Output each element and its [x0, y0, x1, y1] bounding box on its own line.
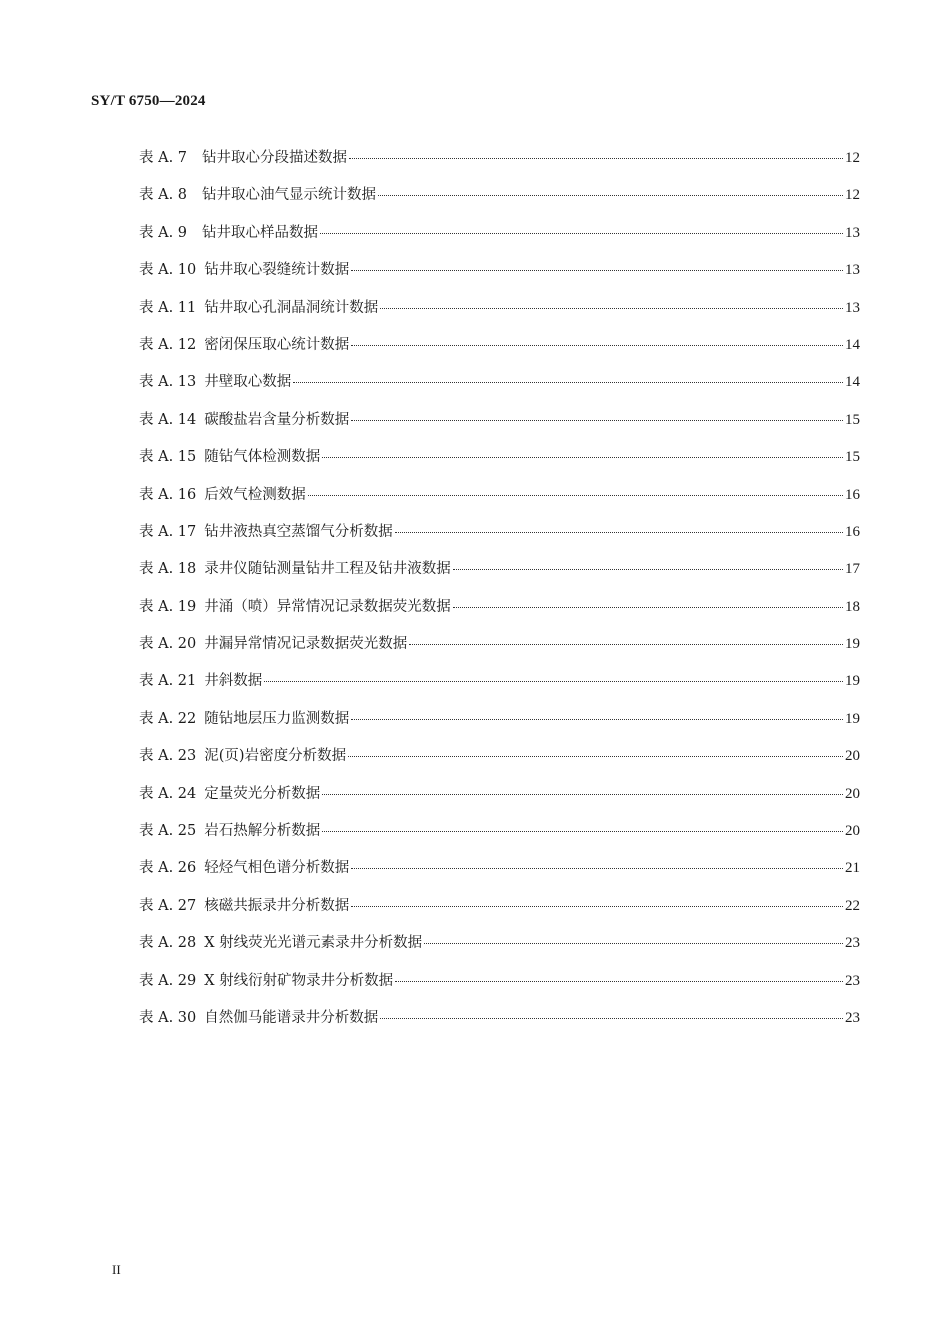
- toc-entry[interactable]: [139, 856, 860, 893]
- toc-entry[interactable]: [139, 183, 860, 220]
- toc-entry-page: 23: [845, 935, 860, 952]
- toc-entry-number: 表 A. 10: [139, 262, 197, 279]
- toc-entry[interactable]: [139, 296, 860, 333]
- toc-entry-page: 16: [845, 486, 860, 503]
- toc-entry-page: 13: [845, 299, 860, 316]
- toc-leader-dots: [348, 756, 843, 757]
- toc-entry-number: 表 A. 26: [139, 860, 197, 877]
- toc-entry[interactable]: [139, 333, 860, 370]
- toc-entry[interactable]: [139, 595, 860, 632]
- toc-entry-number: 表 A. 17: [139, 523, 197, 540]
- toc-entry-number: 表 A. 20: [139, 636, 197, 653]
- toc-entry-page: 19: [845, 710, 860, 727]
- toc-entry[interactable]: [139, 744, 860, 781]
- toc-entry-title: 钻井取心孔洞晶洞统计数据: [204, 299, 379, 316]
- toc-entry-title: 随钻气体检测数据: [204, 449, 321, 466]
- toc-entry-page: 18: [845, 598, 860, 615]
- toc-entry[interactable]: [139, 1006, 860, 1043]
- toc-entry[interactable]: [139, 819, 860, 856]
- toc-entry-number: 表 A. 16: [139, 486, 197, 503]
- toc-entry[interactable]: [139, 632, 860, 669]
- toc-entry[interactable]: [139, 520, 860, 557]
- toc-entry-page: 19: [845, 636, 860, 653]
- toc-entry-number: 表 A. 27: [139, 897, 197, 914]
- toc-entry-page: 15: [845, 449, 860, 466]
- toc-entry-title: 钻井取心样品数据: [202, 224, 318, 241]
- toc-entry-page: 22: [845, 897, 860, 914]
- toc-entry-title: 钻井取心分段描述数据: [202, 150, 347, 166]
- toc-entry-number: 表 A. 24: [139, 785, 197, 802]
- toc-leader-dots: [351, 345, 843, 346]
- toc-entry-page: 13: [845, 262, 860, 279]
- toc-entry-title: 井漏异常情况记录数据荧光数据: [204, 636, 408, 653]
- toc-entry-title: 泥(页)岩密度分析数据: [204, 748, 347, 765]
- toc-leader-dots: [349, 158, 843, 159]
- toc-leader-dots: [351, 868, 843, 869]
- toc-entry[interactable]: [139, 483, 860, 520]
- toc-entry-number: 表 A. 7: [139, 150, 188, 166]
- toc-entry-title: X 射线衍射矿物录井分析数据: [204, 972, 394, 989]
- toc-entry-page: 12: [845, 150, 860, 166]
- toc-entry-number: 表 A. 8: [139, 187, 188, 204]
- toc-leader-dots: [322, 457, 843, 458]
- toc-entry[interactable]: [139, 557, 860, 594]
- toc-entry-title: 自然伽马能谱录井分析数据: [204, 1009, 379, 1026]
- toc-entry-title: 后效气检测数据: [204, 486, 306, 503]
- toc-entry-page: 20: [845, 748, 860, 765]
- toc-entry[interactable]: [139, 221, 860, 258]
- toc-entry-page: 13: [845, 224, 860, 241]
- toc-leader-dots: [453, 607, 843, 608]
- toc-entry-number: 表 A. 25: [139, 823, 197, 840]
- toc-leader-dots: [322, 794, 843, 795]
- toc-entry-page: 12: [845, 187, 860, 204]
- toc-entry-page: 21: [845, 860, 860, 877]
- toc-leader-dots: [424, 943, 843, 944]
- toc-leader-dots: [351, 906, 843, 907]
- toc-entry-number: 表 A. 21: [139, 673, 197, 690]
- table-of-contents: [139, 146, 860, 1043]
- toc-entry-page: 17: [845, 561, 860, 578]
- toc-entry-title: 录井仪随钻测量钻井工程及钻井液数据: [204, 561, 451, 578]
- toc-leader-dots: [380, 1018, 843, 1019]
- toc-entry-page: 14: [845, 374, 860, 391]
- toc-entry-title: 碳酸盐岩含量分析数据: [204, 411, 350, 428]
- toc-entry-number: 表 A. 30: [139, 1009, 197, 1026]
- toc-entry-title: X 射线荧光光谱元素录井分析数据: [204, 935, 423, 952]
- standard-code: SY/T 6750—2024: [91, 93, 206, 109]
- toc-entry-page: 23: [845, 1009, 860, 1026]
- toc-entry-title: 钻井取心裂缝统计数据: [204, 262, 350, 279]
- toc-entry-page: 20: [845, 785, 860, 802]
- toc-entry-page: 14: [845, 336, 860, 353]
- toc-entry-number: 表 A. 29: [139, 972, 197, 989]
- toc-leader-dots: [378, 195, 843, 196]
- toc-entry-number: 表 A. 14: [139, 411, 197, 428]
- toc-entry-number: 表 A. 18: [139, 561, 197, 578]
- page-number: II: [112, 1262, 121, 1277]
- toc-entry-title: 核磁共振录井分析数据: [204, 897, 350, 914]
- toc-entry-number: 表 A. 15: [139, 449, 197, 466]
- toc-entry-number: 表 A. 28: [139, 935, 197, 952]
- toc-entry-number: 表 A. 13: [139, 374, 197, 391]
- toc-leader-dots: [351, 270, 843, 271]
- toc-entry[interactable]: [139, 969, 860, 1006]
- toc-entry-title: 随钻地层压力监测数据: [204, 710, 350, 727]
- toc-entry[interactable]: [139, 782, 860, 819]
- toc-leader-dots: [320, 233, 843, 234]
- toc-leader-dots: [351, 719, 843, 720]
- toc-entry-title: 密闭保压取心统计数据: [204, 336, 350, 353]
- toc-entry-number: 表 A. 9: [139, 224, 188, 241]
- toc-leader-dots: [308, 495, 843, 496]
- toc-entry-page: 19: [845, 673, 860, 690]
- toc-entry-title: 钻井取心油气显示统计数据: [202, 187, 376, 204]
- toc-entry-title: 井壁取心数据: [204, 374, 292, 391]
- toc-leader-dots: [351, 420, 843, 421]
- toc-entry-title: 钻井液热真空蒸馏气分析数据: [204, 523, 393, 540]
- toc-entry[interactable]: [139, 146, 860, 183]
- toc-entry-title: 井斜数据: [204, 673, 263, 690]
- toc-entry[interactable]: [139, 669, 860, 706]
- toc-leader-dots: [453, 569, 843, 570]
- toc-entry[interactable]: [139, 445, 860, 482]
- toc-entry-number: 表 A. 23: [139, 748, 197, 765]
- toc-entry[interactable]: [139, 931, 860, 968]
- toc-leader-dots: [395, 981, 843, 982]
- toc-entry-title: 岩石热解分析数据: [204, 823, 321, 840]
- toc-entry-title: 轻烃气相色谱分析数据: [204, 860, 350, 877]
- toc-leader-dots: [264, 681, 843, 682]
- toc-leader-dots: [293, 382, 843, 383]
- toc-entry-number: 表 A. 12: [139, 336, 197, 353]
- toc-leader-dots: [409, 644, 843, 645]
- toc-leader-dots: [395, 532, 843, 533]
- toc-leader-dots: [322, 831, 843, 832]
- toc-entry-page: 23: [845, 972, 860, 989]
- toc-entry[interactable]: [139, 408, 860, 445]
- toc-entry-page: 15: [845, 411, 860, 428]
- toc-entry[interactable]: [139, 370, 860, 407]
- toc-entry-number: 表 A. 11: [139, 299, 197, 316]
- toc-entry[interactable]: [139, 894, 860, 931]
- toc-entry-page: 20: [845, 823, 860, 840]
- toc-entry-title: 定量荧光分析数据: [204, 785, 321, 802]
- toc-leader-dots: [380, 308, 843, 309]
- toc-entry-page: 16: [845, 523, 860, 540]
- toc-entry[interactable]: [139, 707, 860, 744]
- toc-entry[interactable]: [139, 258, 860, 295]
- toc-entry-title: 井涌（喷）异常情况记录数据荧光数据: [204, 598, 451, 615]
- toc-entry-number: 表 A. 19: [139, 598, 197, 615]
- toc-entry-number: 表 A. 22: [139, 710, 197, 727]
